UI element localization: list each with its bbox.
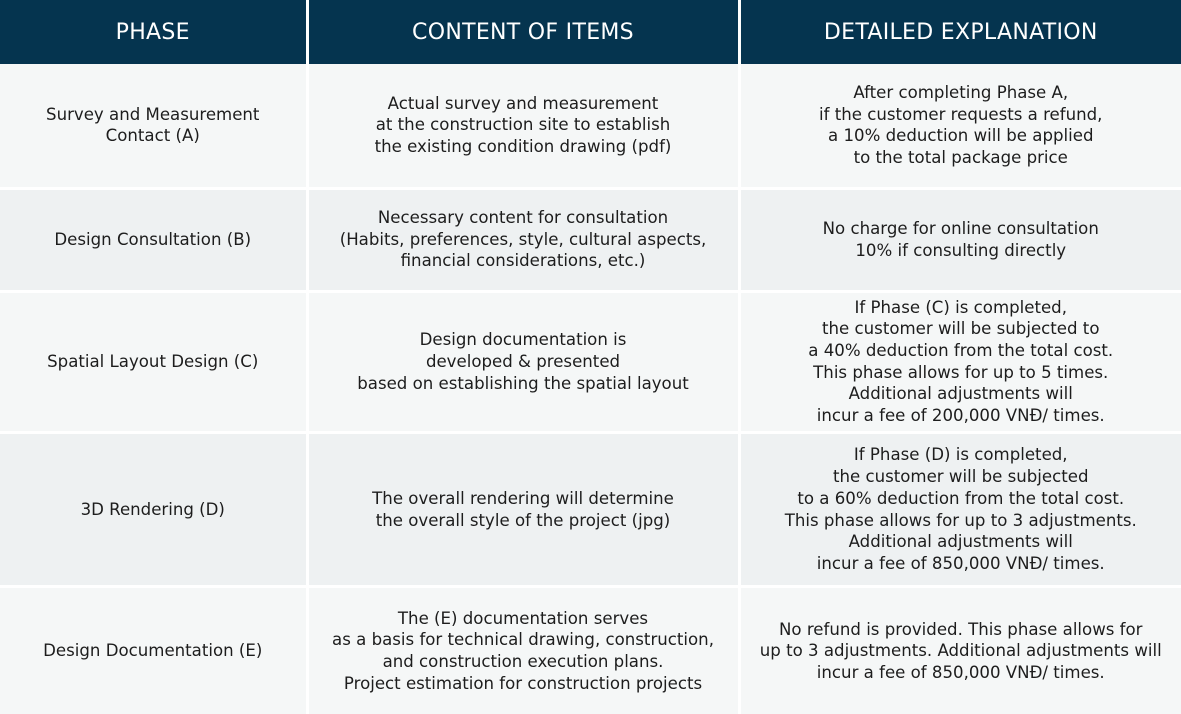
- explanation-cell: No refund is provided. This phase allows for up to 3 adjustments. Additional adjustments will incur a fee of 850,000 VNĐ/ times.: [739, 587, 1181, 714]
- explanation-cell: If Phase (D) is completed, the customer will be subjected to a 60% deduction from the total cost. This phase allows for up to 3 adjustments. Additional adjustments will incur a fee of 850,000 VNĐ/ times.: [739, 432, 1181, 586]
- header-content-of-items: CONTENT OF ITEMS: [307, 0, 739, 64]
- header-phase: PHASE: [0, 0, 307, 64]
- content-cell: Actual survey and measurement at the construction site to establish the existing condition drawing (pdf): [307, 64, 739, 188]
- phase-cell: 3D Rendering (D): [0, 432, 307, 586]
- header-detailed-explanation: DETAILED EXPLANATION: [739, 0, 1181, 64]
- table-row: [0, 291, 1181, 432]
- content-cell: Necessary content for consultation (Habits, preferences, style, cultural aspects, financial considerations, etc.): [307, 188, 739, 291]
- table-row: [0, 64, 1181, 188]
- explanation-cell: After completing Phase A, if the customer requests a refund, a 10% deduction will be applied to the total package price: [739, 64, 1181, 188]
- table-row: [0, 188, 1181, 291]
- content-cell: The (E) documentation serves as a basis for technical drawing, construction, and construction execution plans. Project estimation for construction projects: [307, 587, 739, 714]
- content-cell: The overall rendering will determine the overall style of the project (jpg): [307, 432, 739, 586]
- phase-cell: Spatial Layout Design (C): [0, 291, 307, 432]
- table-row: [0, 432, 1181, 586]
- table-row: [0, 587, 1181, 714]
- explanation-cell: No charge for online consultation 10% if consulting directly: [739, 188, 1181, 291]
- phase-cell: Survey and Measurement Contact (A): [0, 64, 307, 188]
- explanation-cell: If Phase (C) is completed, the customer will be subjected to a 40% deduction from the total cost. This phase allows for up to 5 times. Additional adjustments will incur a fee of 200,000 VNĐ/ times.: [739, 291, 1181, 432]
- phase-cell: Design Consultation (B): [0, 188, 307, 291]
- content-cell: Design documentation is developed & presented based on establishing the spatial layout: [307, 291, 739, 432]
- phase-cell: Design Documentation (E): [0, 587, 307, 714]
- table-header-row: [0, 0, 1181, 64]
